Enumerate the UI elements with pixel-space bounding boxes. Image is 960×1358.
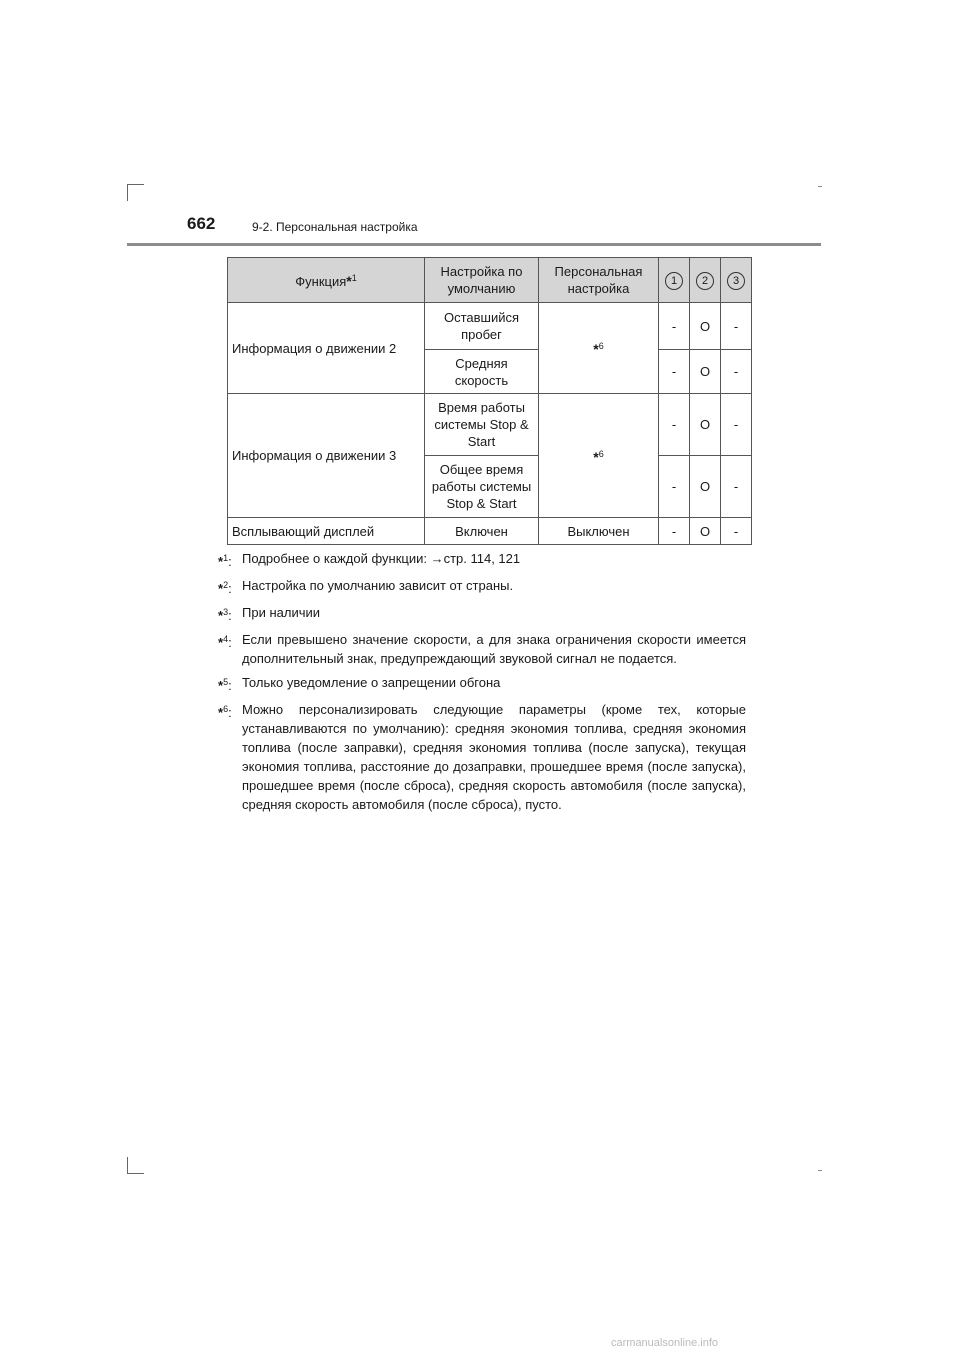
footnote-text: Можно персонализировать следующие параметры (кроме тех, которые устанавливаются по умолчанию): средняя экономия топлива, средняя экономия топлива (после заправки), средняя экономия топлива (после запуска), текущая экономия топлива, расстояние до дозаправки, прошедшее время (после запуска), прошедшее время (после сброса), средняя скорость автомобиля (после запуска), средняя скорость автомобиля (после сброса), пусто. xyxy=(242,702,746,812)
asterisk-icon: * xyxy=(346,273,352,289)
mark-cell: - xyxy=(659,350,690,394)
crop-mark-top-left-h xyxy=(127,184,144,185)
default-cell: Включен xyxy=(425,518,539,545)
mark-cell: O xyxy=(690,518,721,545)
table-row xyxy=(228,394,752,456)
personal-cell: Выключен xyxy=(539,518,659,545)
mark-cell: - xyxy=(721,394,752,456)
mark-cell: - xyxy=(659,456,690,518)
function-cell: Информация о движении 3 xyxy=(228,394,425,518)
mark-cell: - xyxy=(721,350,752,394)
footnote: *$^4$: Если превышено значение скорости, а для знака ограничения скорости имеется дополнительный знак, предупреждающий звуковой сигнал не подается. xyxy=(218,632,746,666)
header-personal: Персональная настройка xyxy=(539,258,659,303)
mark-cell: O xyxy=(690,350,721,394)
footnote-text: Только уведомление о запрещении обгона xyxy=(242,675,501,690)
function-cell: Всплывающий дисплей xyxy=(228,518,425,545)
table-header-row xyxy=(228,258,752,303)
section-title: 9-2. Персональная настройка xyxy=(252,220,418,234)
item-cell: Средняя скорость xyxy=(425,350,539,394)
footnote: *$^6$: Можно персонализировать следующие параметры (кроме тех, которые устанавливаются по умолчанию): средняя экономия топлива, средняя экономия топлива (после заправки), средняя экономия топлива (после запуска), текущая экономия топлива, расстояние до дозаправки, прошедшее время (после запуска), прошедшее время (после сброса), средняя скорость автомобиля (после запуска), средняя скорость автомобиля (после сброса), пусто. xyxy=(218,702,746,812)
mark-cell: O xyxy=(690,303,721,350)
crop-mark-top-right xyxy=(818,186,822,187)
crop-mark-bottom-left-h xyxy=(127,1173,144,1174)
asterisk-icon: * xyxy=(218,635,224,650)
footnote-text: При наличии xyxy=(242,605,320,620)
footnote-text: Настройка по умолчанию зависит от страны. xyxy=(242,578,514,593)
asterisk-icon: * xyxy=(218,678,224,693)
footnote-text: Подробнее о каждой функции: →стр. 114, 121 xyxy=(242,551,521,566)
footnote-text: Если превышено значение скорости, а для знака ограничения скорости имеется дополнительный знак, предупреждающий звуковой сигнал не подается. xyxy=(242,632,746,666)
header-default: Настройка по умолчанию xyxy=(425,258,539,303)
header-function: Функция*$^1$ xyxy=(228,258,425,303)
mark-cell: - xyxy=(721,456,752,518)
footnotes xyxy=(218,549,746,819)
item-cell: Время работы системы Stop & Start xyxy=(425,394,539,456)
footnote: *$^2$: Настройка по умолчанию зависит от страны. xyxy=(218,576,746,598)
watermark: carmanualsonline.info xyxy=(611,1337,719,1349)
crop-mark-bottom-right xyxy=(818,1170,822,1171)
table-row xyxy=(228,518,752,545)
crop-mark-top-left-v xyxy=(127,184,128,201)
header-col-3 xyxy=(721,258,752,303)
item-cell: Оставшийся пробег xyxy=(425,303,539,350)
mark-cell: O xyxy=(690,394,721,456)
item-cell: Общее время работы системы Stop & Start xyxy=(425,456,539,518)
crop-mark-bottom-left-v xyxy=(127,1157,128,1174)
asterisk-icon: * xyxy=(218,581,224,596)
asterisk-icon: * xyxy=(593,341,599,357)
table-row xyxy=(228,303,752,350)
page-number: 662 xyxy=(187,214,216,233)
footnote: *$^3$: При наличии xyxy=(218,603,746,625)
asterisk-icon: * xyxy=(218,705,224,720)
asterisk-icon: * xyxy=(218,554,224,569)
footnote: *$^5$: Только уведомление о запрещении обгона xyxy=(218,673,746,695)
footnote: *$^1$: Подробнее о каждой функции: →стр. 114, 121 xyxy=(218,549,746,571)
header-col-2 xyxy=(690,258,721,303)
circled-number-1: 1 xyxy=(665,272,683,290)
header-col-1 xyxy=(659,258,690,303)
function-cell: Информация о движении 2 xyxy=(228,303,425,394)
mark-cell: O xyxy=(690,456,721,518)
personal-ref-cell: *$^6$ xyxy=(539,303,659,394)
mark-cell: - xyxy=(659,394,690,456)
circled-number-2: 2 xyxy=(696,272,714,290)
mark-cell: - xyxy=(721,303,752,350)
circled-number-3: 3 xyxy=(727,272,745,290)
mark-cell: - xyxy=(659,303,690,350)
settings-table xyxy=(227,257,752,545)
mark-cell: - xyxy=(659,518,690,545)
personal-ref-cell: *$^6$ xyxy=(539,394,659,518)
asterisk-icon: * xyxy=(218,608,224,623)
mark-cell: - xyxy=(721,518,752,545)
asterisk-icon: * xyxy=(593,448,599,465)
header-divider xyxy=(127,243,821,246)
